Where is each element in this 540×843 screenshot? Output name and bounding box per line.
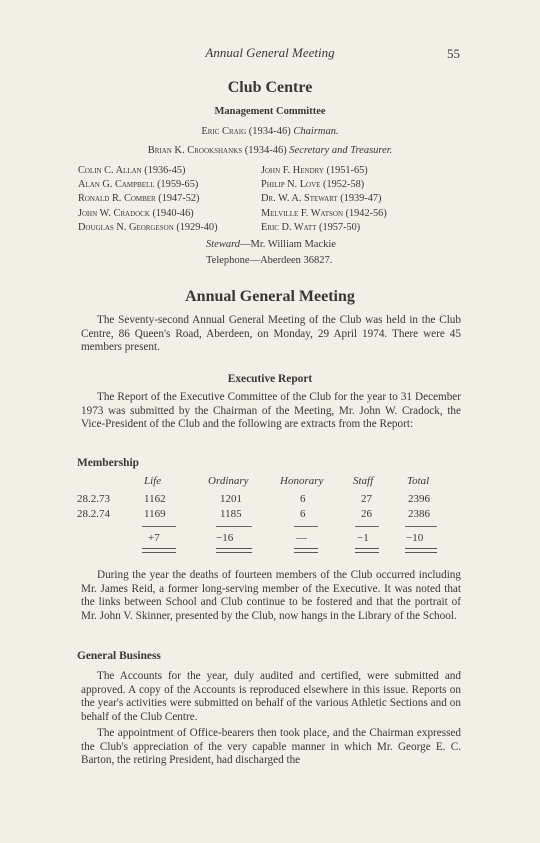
cell-life: 1169 bbox=[144, 508, 166, 520]
committee-member: John W. Cradock (1940-46) bbox=[78, 207, 194, 219]
running-title: Annual General Meeting bbox=[205, 45, 335, 60]
change-ordinary: −16 bbox=[216, 532, 234, 544]
sum-rule bbox=[142, 526, 176, 527]
sum-rule bbox=[355, 526, 379, 527]
executive-report-heading: Executive Report bbox=[227, 373, 313, 385]
steward-label: Steward bbox=[206, 239, 241, 250]
cell-life: 1162 bbox=[144, 493, 166, 505]
column-header-total: Total bbox=[407, 475, 430, 487]
column-header-life: Life bbox=[144, 475, 162, 487]
cell-honorary: 6 bbox=[300, 508, 306, 520]
change-honorary: — bbox=[296, 532, 307, 544]
committee-members-right bbox=[261, 164, 387, 235]
page-number: 55 bbox=[447, 46, 460, 61]
column-header-honorary: Honorary bbox=[280, 475, 324, 487]
total-double-rule bbox=[142, 548, 176, 553]
membership-heading: Membership bbox=[77, 457, 140, 469]
secretary-line bbox=[0, 145, 540, 156]
sum-rule bbox=[294, 526, 318, 527]
secretary-name: Brian K. Crookshanks bbox=[147, 145, 243, 156]
general-business-paragraph-1: The Accounts for the year, duly audited and certified, were submitted and approved. A copy of the Accounts is reproduced elsewhere in this issue. Reports on the year's activities were submitted on behalf of the various Athletic Sections and on behalf of the Club Centre. bbox=[81, 670, 461, 723]
cell-staff: 26 bbox=[361, 508, 372, 520]
secretary-years: (1934-46) bbox=[244, 145, 287, 156]
general-business-paragraph-2: The appointment of Office-bearers then took place, and the Chairman expressed the Club's appreciation of the very capable manner in which Mr. George E. C. Barton, the retiring President, had discharged the bbox=[81, 727, 461, 767]
committee-member: Douglas N. Georgeson (1929-40) bbox=[78, 221, 218, 233]
row-date: 28.2.74 bbox=[77, 508, 110, 520]
committee-members-left bbox=[78, 164, 218, 235]
sum-rule bbox=[405, 526, 437, 527]
cell-honorary: 6 bbox=[300, 493, 306, 505]
steward-name: —Mr. William Mackie bbox=[240, 239, 336, 250]
agm-title: Annual General Meeting bbox=[185, 288, 355, 305]
change-life: +7 bbox=[148, 532, 160, 544]
club-centre-title: Club Centre bbox=[227, 79, 313, 96]
secretary-role: Secretary and Treasurer. bbox=[289, 145, 393, 156]
committee-member: John F. Hendry (1951-65) bbox=[261, 165, 368, 176]
column-header-staff: Staff bbox=[353, 475, 374, 487]
committee-member: Dr. W. A. Stewart (1939-47) bbox=[261, 193, 382, 205]
cell-staff: 27 bbox=[361, 493, 372, 505]
row-date: 28.2.73 bbox=[77, 493, 110, 505]
executive-report-paragraph: The Report of the Executive Committee of the Club for the year to 31 December 1973 was submitted by the Chairman of the Meeting, Mr. John W. Cradock, the Vice-President of the Club and the following are extracts from the Report: bbox=[81, 391, 461, 431]
agm-intro-paragraph: The Seventy-second Annual General Meeting of the Club was held in the Club Centre, 86 Queen's Road, Aberdeen, on Monday, 29 April 1974. There were 45 members present. bbox=[81, 314, 461, 354]
cell-ordinary: 1185 bbox=[220, 508, 242, 520]
total-double-rule bbox=[216, 548, 252, 553]
general-business-heading: General Business bbox=[77, 650, 161, 662]
committee-member: Melville F. Watson (1942-56) bbox=[261, 207, 387, 219]
committee-member: Alan G. Campbell (1959-65) bbox=[78, 179, 199, 191]
sum-rule bbox=[216, 526, 252, 527]
steward-line bbox=[206, 239, 336, 250]
cell-total: 2386 bbox=[408, 508, 430, 520]
committee-member: Eric D. Watt (1957-50) bbox=[261, 221, 361, 233]
committee-member: Philip N. Love (1952-58) bbox=[261, 179, 365, 191]
chairman-years: (1934-46) bbox=[248, 126, 291, 137]
cell-total: 2396 bbox=[408, 493, 430, 505]
chairman-line bbox=[0, 126, 540, 137]
change-total: −10 bbox=[406, 532, 424, 544]
deaths-paragraph: During the year the deaths of fourteen members of the Club occurred including Mr. James Reid, a former long-serving member of the Executive. It was noted that the links between School and Club continue to be fostered and that the portrait of Mr. John V. Skinner, presented by the Club, now hangs in the Library of the School. bbox=[81, 569, 461, 622]
committee-member: Ronald R. Comber (1947-52) bbox=[78, 193, 200, 205]
management-committee-heading: Management Committee bbox=[214, 106, 326, 117]
telephone-line: Telephone—Aberdeen 36827. bbox=[206, 255, 333, 266]
total-double-rule bbox=[294, 548, 318, 553]
committee-member: Colin C. Allan (1936-45) bbox=[78, 165, 186, 176]
change-staff: −1 bbox=[357, 532, 369, 544]
cell-ordinary: 1201 bbox=[220, 493, 242, 505]
column-header-ordinary: Ordinary bbox=[208, 475, 249, 487]
chairman-role: Chairman. bbox=[293, 126, 339, 137]
total-double-rule bbox=[405, 548, 437, 553]
chairman-name: Eric Craig bbox=[201, 126, 247, 137]
total-double-rule bbox=[355, 548, 379, 553]
